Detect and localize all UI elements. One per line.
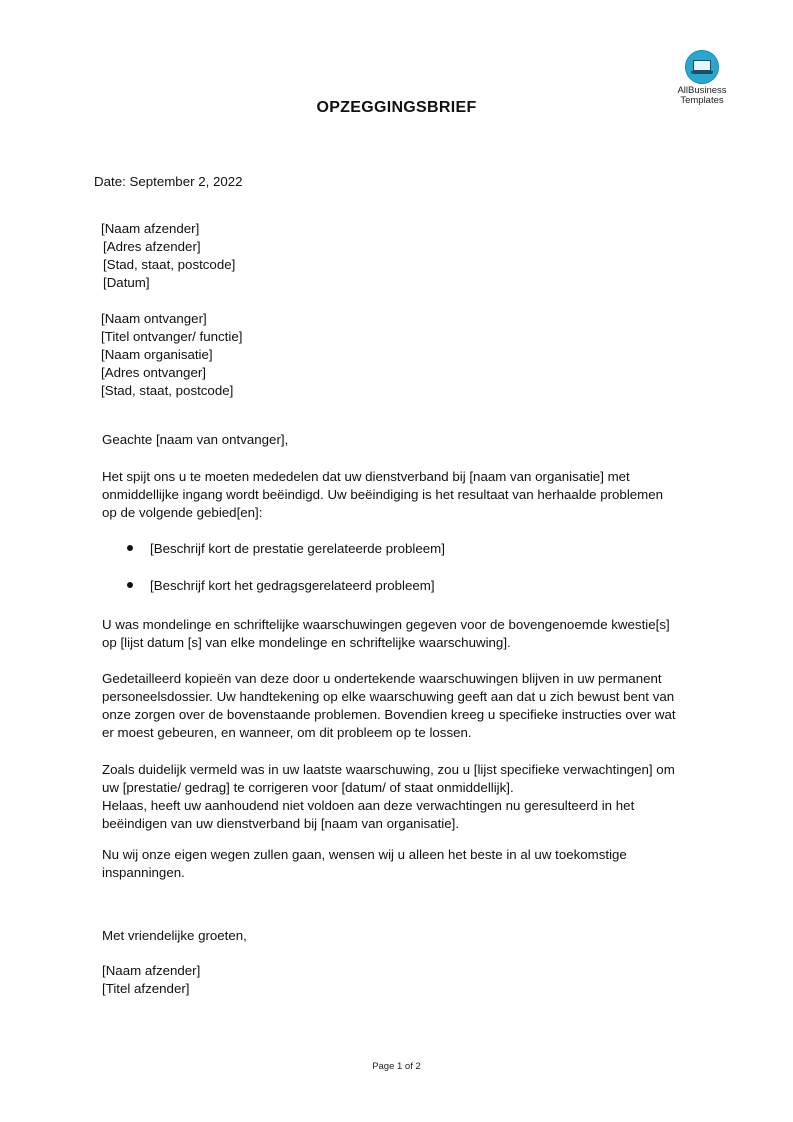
- sender-line: [Adres afzender]: [103, 239, 201, 254]
- sender-address-block: [101, 220, 235, 292]
- logo-line-2: Templates: [680, 95, 724, 106]
- paragraph-expectations: [102, 761, 675, 833]
- paragraph-line: uw [prestatie/ gedrag] te corrigeren voor [datum/ of staat onmiddellijk].: [102, 780, 514, 795]
- paragraph-line: U was mondelinge en schriftelijke waarschuwingen gegeven voor de bovengenoemde kwestie[s]: [102, 617, 670, 632]
- closing: Met vriendelijke groeten,: [102, 928, 247, 943]
- logo-line-1: AllBusiness: [677, 85, 727, 96]
- signature-line: [Naam afzender]: [102, 963, 201, 978]
- letter-date: Date: September 2, 2022: [94, 174, 243, 189]
- recipient-line: [Naam organisatie]: [101, 347, 213, 362]
- paragraph-line: er moest gebeuren, en wanneer, om dit probleem op te lossen.: [102, 725, 472, 740]
- paragraph-line: Helaas, heeft uw aanhoudend niet voldoen aan deze verwachtingen nu geresulteerd in het: [102, 798, 635, 813]
- paragraph-warnings: [102, 616, 670, 652]
- signature-line: [Titel afzender]: [102, 981, 190, 996]
- bullet-item: [Beschrijf kort de prestatie gerelateerde probleem]: [150, 541, 445, 556]
- paragraph-termination-notice: [102, 468, 663, 522]
- bullet-dot-icon: [127, 582, 133, 588]
- sender-line: [Stad, staat, postcode]: [103, 257, 236, 272]
- page-number: Page 1 of 2: [372, 1061, 421, 1072]
- bullet-item: [Beschrijf kort het gedragsgerelateerd probleem]: [150, 578, 435, 593]
- document-title: OPZEGGINGSBRIEF: [316, 99, 477, 116]
- signature-block: [102, 962, 200, 998]
- paragraph-line: onze zorgen over de bovenstaande problemen. Bovendien kreeg u specifieke instructies over wat: [102, 707, 676, 722]
- salutation: Geachte [naam van ontvanger],: [102, 432, 289, 447]
- recipient-line: [Adres ontvanger]: [101, 365, 206, 380]
- paragraph-line: personeelsdossier. Uw handtekening op elke waarschuwing geeft aan dat u zich bewust bent van: [102, 689, 675, 704]
- paragraph-line: inspanningen.: [102, 865, 185, 880]
- paragraph-line: op de volgende gebied[en]:: [102, 505, 263, 520]
- paragraph-line: Zoals duidelijk vermeld was in uw laatste waarschuwing, zou u [lijst specifieke verwachtingen] om: [102, 762, 675, 777]
- paragraph-line: Gedetailleerd kopieën van deze door u ondertekende waarschuwingen blijven in uw permanent: [102, 671, 662, 686]
- recipient-line: [Titel ontvanger/ functie]: [101, 329, 243, 344]
- paragraph-line: Het spijt ons u te moeten mededelen dat uw dienstverband bij [naam van organisatie] met: [102, 469, 630, 484]
- recipient-line: [Stad, staat, postcode]: [101, 383, 234, 398]
- sender-line: [Datum]: [103, 275, 150, 290]
- recipient-line: [Naam ontvanger]: [101, 311, 207, 326]
- laptop-icon: [685, 50, 719, 84]
- paragraph-personnel-file: [102, 670, 676, 742]
- paragraph-line: onmiddellijke ingang wordt beëindigd. Uw beëindiging is het resultaat van herhaalde problemen: [102, 487, 664, 502]
- bullet-dot-icon: [127, 545, 133, 551]
- paragraph-line: op [lijst datum [s] van elke mondelinge en schriftelijke waarschuwing].: [102, 635, 511, 650]
- recipient-address-block: [101, 310, 242, 400]
- paragraph-farewell: [102, 846, 627, 882]
- allbusiness-logo[interactable]: [668, 50, 736, 106]
- paragraph-line: Nu wij onze eigen wegen zullen gaan, wensen wij u alleen het beste in al uw toekomstige: [102, 847, 627, 862]
- sender-line: [Naam afzender]: [101, 221, 200, 236]
- paragraph-line: beëindigen van uw dienstverband bij [naam van organisatie].: [102, 816, 460, 831]
